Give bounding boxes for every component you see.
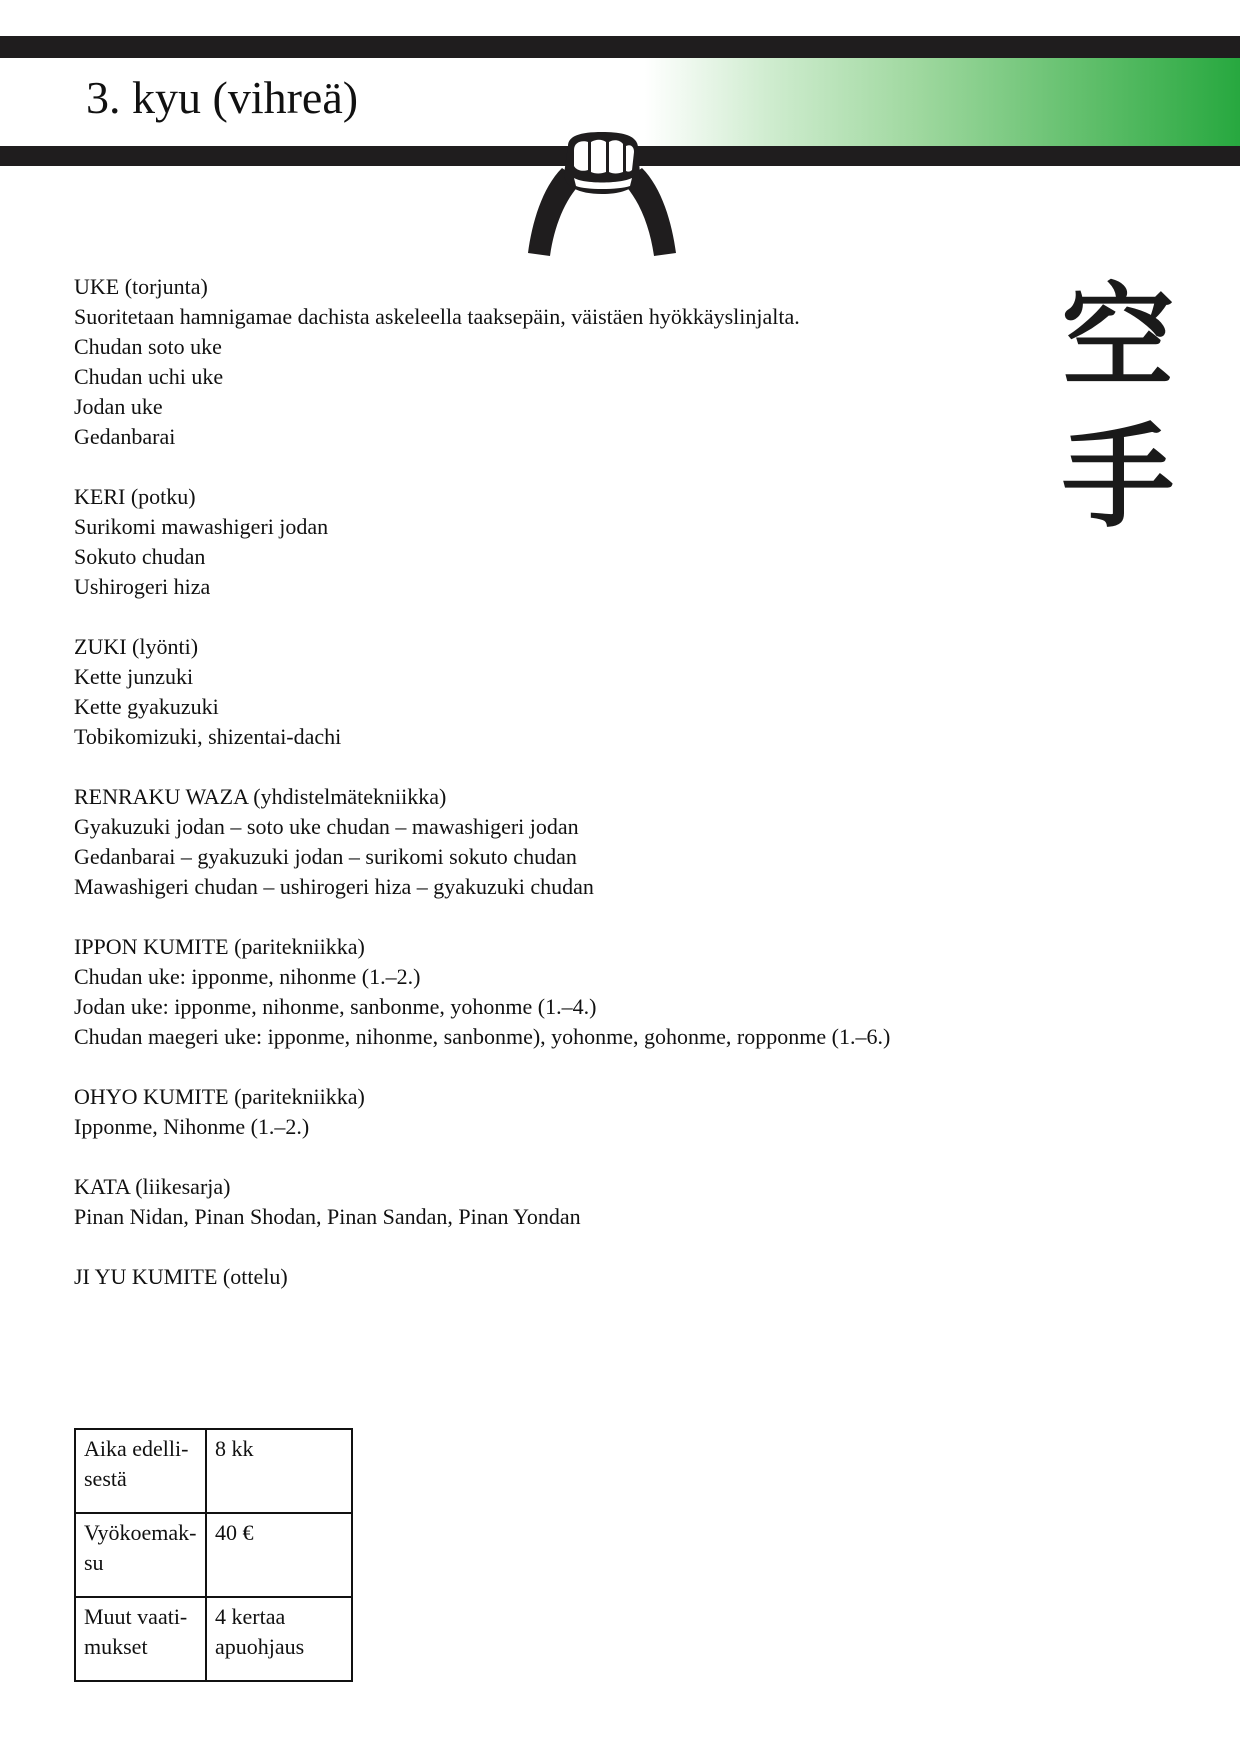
- section-ohyo-kumite: [74, 1082, 1074, 1142]
- section-line: Pinan Nidan, Pinan Shodan, Pinan Sandan, Pinan Yondan: [74, 1204, 581, 1229]
- section-line: Chudan uchi uke: [74, 364, 224, 389]
- kanji-te: 手: [1062, 413, 1174, 543]
- cell-text: Aika edelli-: [84, 1436, 189, 1461]
- section-line: Jodan uke: [74, 394, 163, 419]
- section-line: Sokuto chudan: [74, 544, 206, 569]
- section-keri: [74, 482, 1074, 602]
- section-line: Suoritetaan hamnigamae dachista askeleella taaksepäin, väistäen hyökkäyslinjalta.: [74, 304, 800, 329]
- section-uke: [74, 272, 1074, 452]
- cell-text: apuohjaus: [215, 1634, 305, 1659]
- cell-text: su: [84, 1550, 104, 1575]
- table-row: [75, 1429, 352, 1513]
- label-cell: [75, 1429, 206, 1513]
- section-heading: UKE (torjunta): [74, 274, 208, 299]
- section-line: Chudan uke: ipponme, nihonme (1.–2.): [74, 964, 421, 989]
- section-line: Kette gyakuzuki: [74, 694, 219, 719]
- value-cell: [206, 1513, 352, 1597]
- karate-kanji: [1058, 268, 1178, 548]
- cell-text: 8 kk: [215, 1436, 254, 1461]
- header-band-top: [0, 36, 1240, 58]
- section-heading: ZUKI (lyönti): [74, 634, 199, 659]
- fist-belt-icon: [522, 128, 682, 258]
- section-line: Gyakuzuki jodan – soto uke chudan – mawashigeri jodan: [74, 814, 579, 839]
- section-ippon-kumite: [74, 932, 1074, 1052]
- label-cell: [75, 1513, 206, 1597]
- value-cell: [206, 1429, 352, 1513]
- cell-text: mukset: [84, 1634, 148, 1659]
- label-cell: [75, 1597, 206, 1681]
- kanji-kara: 空: [1062, 273, 1174, 403]
- cell-text: sestä: [84, 1466, 127, 1491]
- section-line: Gedanbarai: [74, 424, 176, 449]
- section-line: Surikomi mawashigeri jodan: [74, 514, 329, 539]
- section-heading: KATA (liikesarja): [74, 1174, 231, 1199]
- section-heading: RENRAKU WAZA (yhdistelmätekniikka): [74, 784, 447, 809]
- section-line: Ushirogeri hiza: [74, 574, 211, 599]
- section-heading: JI YU KUMITE (ottelu): [74, 1264, 288, 1289]
- section-line: Tobikomizuki, shizentai-dachi: [74, 724, 342, 749]
- cell-text: Vyökoemak-: [84, 1520, 197, 1545]
- technique-list: [74, 272, 1074, 1322]
- section-heading: KERI (potku): [74, 484, 196, 509]
- section-line: Kette junzuki: [74, 664, 194, 689]
- value-cell: [206, 1597, 352, 1681]
- cell-text: 4 kertaa: [215, 1604, 286, 1629]
- requirements-table: [74, 1428, 353, 1682]
- section-zuki: [74, 632, 1074, 752]
- section-line: Mawashigeri chudan – ushirogeri hiza – gyakuzuki chudan: [74, 874, 594, 899]
- section-line: Chudan maegeri uke: ipponme, nihonme, sanbonme), yohonme, gohonme, ropponme (1.–6.): [74, 1024, 891, 1049]
- section-line: Jodan uke: ipponme, nihonme, sanbonme, yohonme (1.–4.): [74, 994, 597, 1019]
- section-heading: OHYO KUMITE (paritekniikka): [74, 1084, 365, 1109]
- table-row: [75, 1513, 352, 1597]
- cell-text: Muut vaati-: [84, 1604, 188, 1629]
- section-kata: [74, 1172, 1074, 1232]
- section-line: Ipponme, Nihonme (1.–2.): [74, 1114, 310, 1139]
- section-heading: IPPON KUMITE (paritekniikka): [74, 934, 365, 959]
- section-ji-yu-kumite: [74, 1262, 1074, 1292]
- table-row: [75, 1597, 352, 1681]
- section-line: Chudan soto uke: [74, 334, 222, 359]
- section-line: Gedanbarai – gyakuzuki jodan – surikomi sokuto chudan: [74, 844, 577, 869]
- page-title: 3. kyu (vihreä): [86, 72, 359, 123]
- section-renraku-waza: [74, 782, 1074, 902]
- cell-text: 40 €: [215, 1520, 254, 1545]
